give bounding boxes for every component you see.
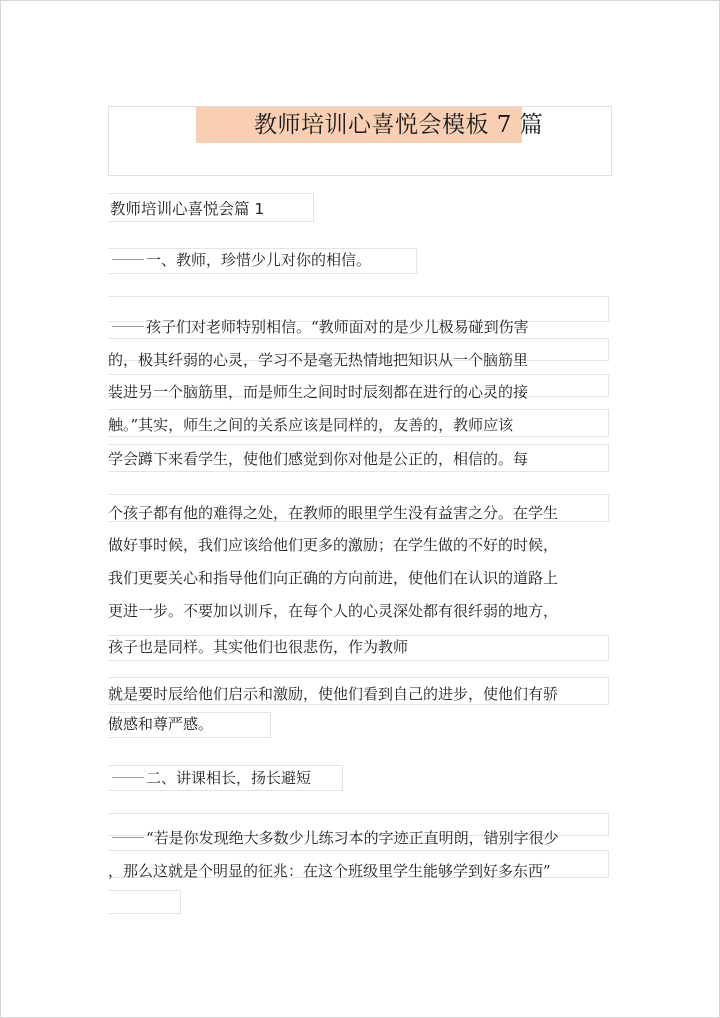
- paragraph2-line-3: 我们更要关心和指导他们向正确的方向前进，使他们在认识的道路上: [108, 569, 559, 587]
- indent-dash: [112, 777, 144, 778]
- paragraph1-line-1-text: 孩子们对老师特别相信。“教师面对的是少儿极易碰到伤害: [146, 318, 529, 336]
- paragraph2-line-1: 个孩子都有他的难得之处，在教师的眼里学生没有益害之分。在学生: [108, 504, 559, 522]
- paragraph4-line-1-text: “若是你发现绝大多数少儿练习本的字迹正直明朗，错别字很少: [146, 829, 559, 847]
- point1-heading-text: 一、教师，珍惜少儿对你的相信。: [146, 251, 372, 269]
- point2-heading: [112, 767, 311, 789]
- paragraph4-line-1: [112, 827, 559, 849]
- indent-dash: [112, 326, 144, 327]
- paragraph1-line-5: 学会蹲下来看学生，使他们感觉到你对他是公正的，相信的。每: [108, 450, 529, 468]
- paragraph2-line-2: 做好事时候，我们应该给他们更多的激励；在学生做的不好的时候，: [108, 536, 559, 554]
- point2-heading-text: 二、讲课相长，扬长避短: [146, 769, 312, 787]
- paragraph4-line-2: ，那么这就是个明显的征兆：在这个班级里学生能够学到好多东西”: [108, 862, 551, 880]
- section-heading: 教师培训心喜悦会篇 1: [110, 200, 265, 218]
- paragraph1-line-3: 装进另一个脑筋里，而是师生之间时时辰刻都在进行的心灵的接: [108, 383, 529, 401]
- indent-dash: [112, 259, 144, 260]
- paragraph2-line-5: 孩子也是同样。其实他们也很悲伤，作为教师: [108, 638, 409, 656]
- para4-line-frame: [108, 890, 181, 914]
- paragraph1-line-2: 的，极其纤弱的心灵，学习不是毫无热情地把知识从一个脑筋里: [108, 351, 529, 369]
- paragraph2-line-4: 更进一步。不要加以训斥，在每个人的心灵深处都有很纤弱的地方，: [108, 602, 559, 620]
- paragraph3-line-2: 傲感和尊严感。: [108, 715, 214, 733]
- indent-dash: [112, 837, 144, 838]
- document-title: 教师培训心喜悦会模板 7 篇: [254, 112, 544, 138]
- point1-heading: [112, 249, 371, 271]
- paragraph1-line-4: 触。”其实，师生之间的关系应该是同样的，友善的，教师应该: [108, 416, 514, 434]
- paragraph1-line-1: [112, 316, 529, 338]
- paragraph3-line-1: 就是要时辰给他们启示和激励，使他们看到自己的进步，使他们有骄: [108, 685, 559, 703]
